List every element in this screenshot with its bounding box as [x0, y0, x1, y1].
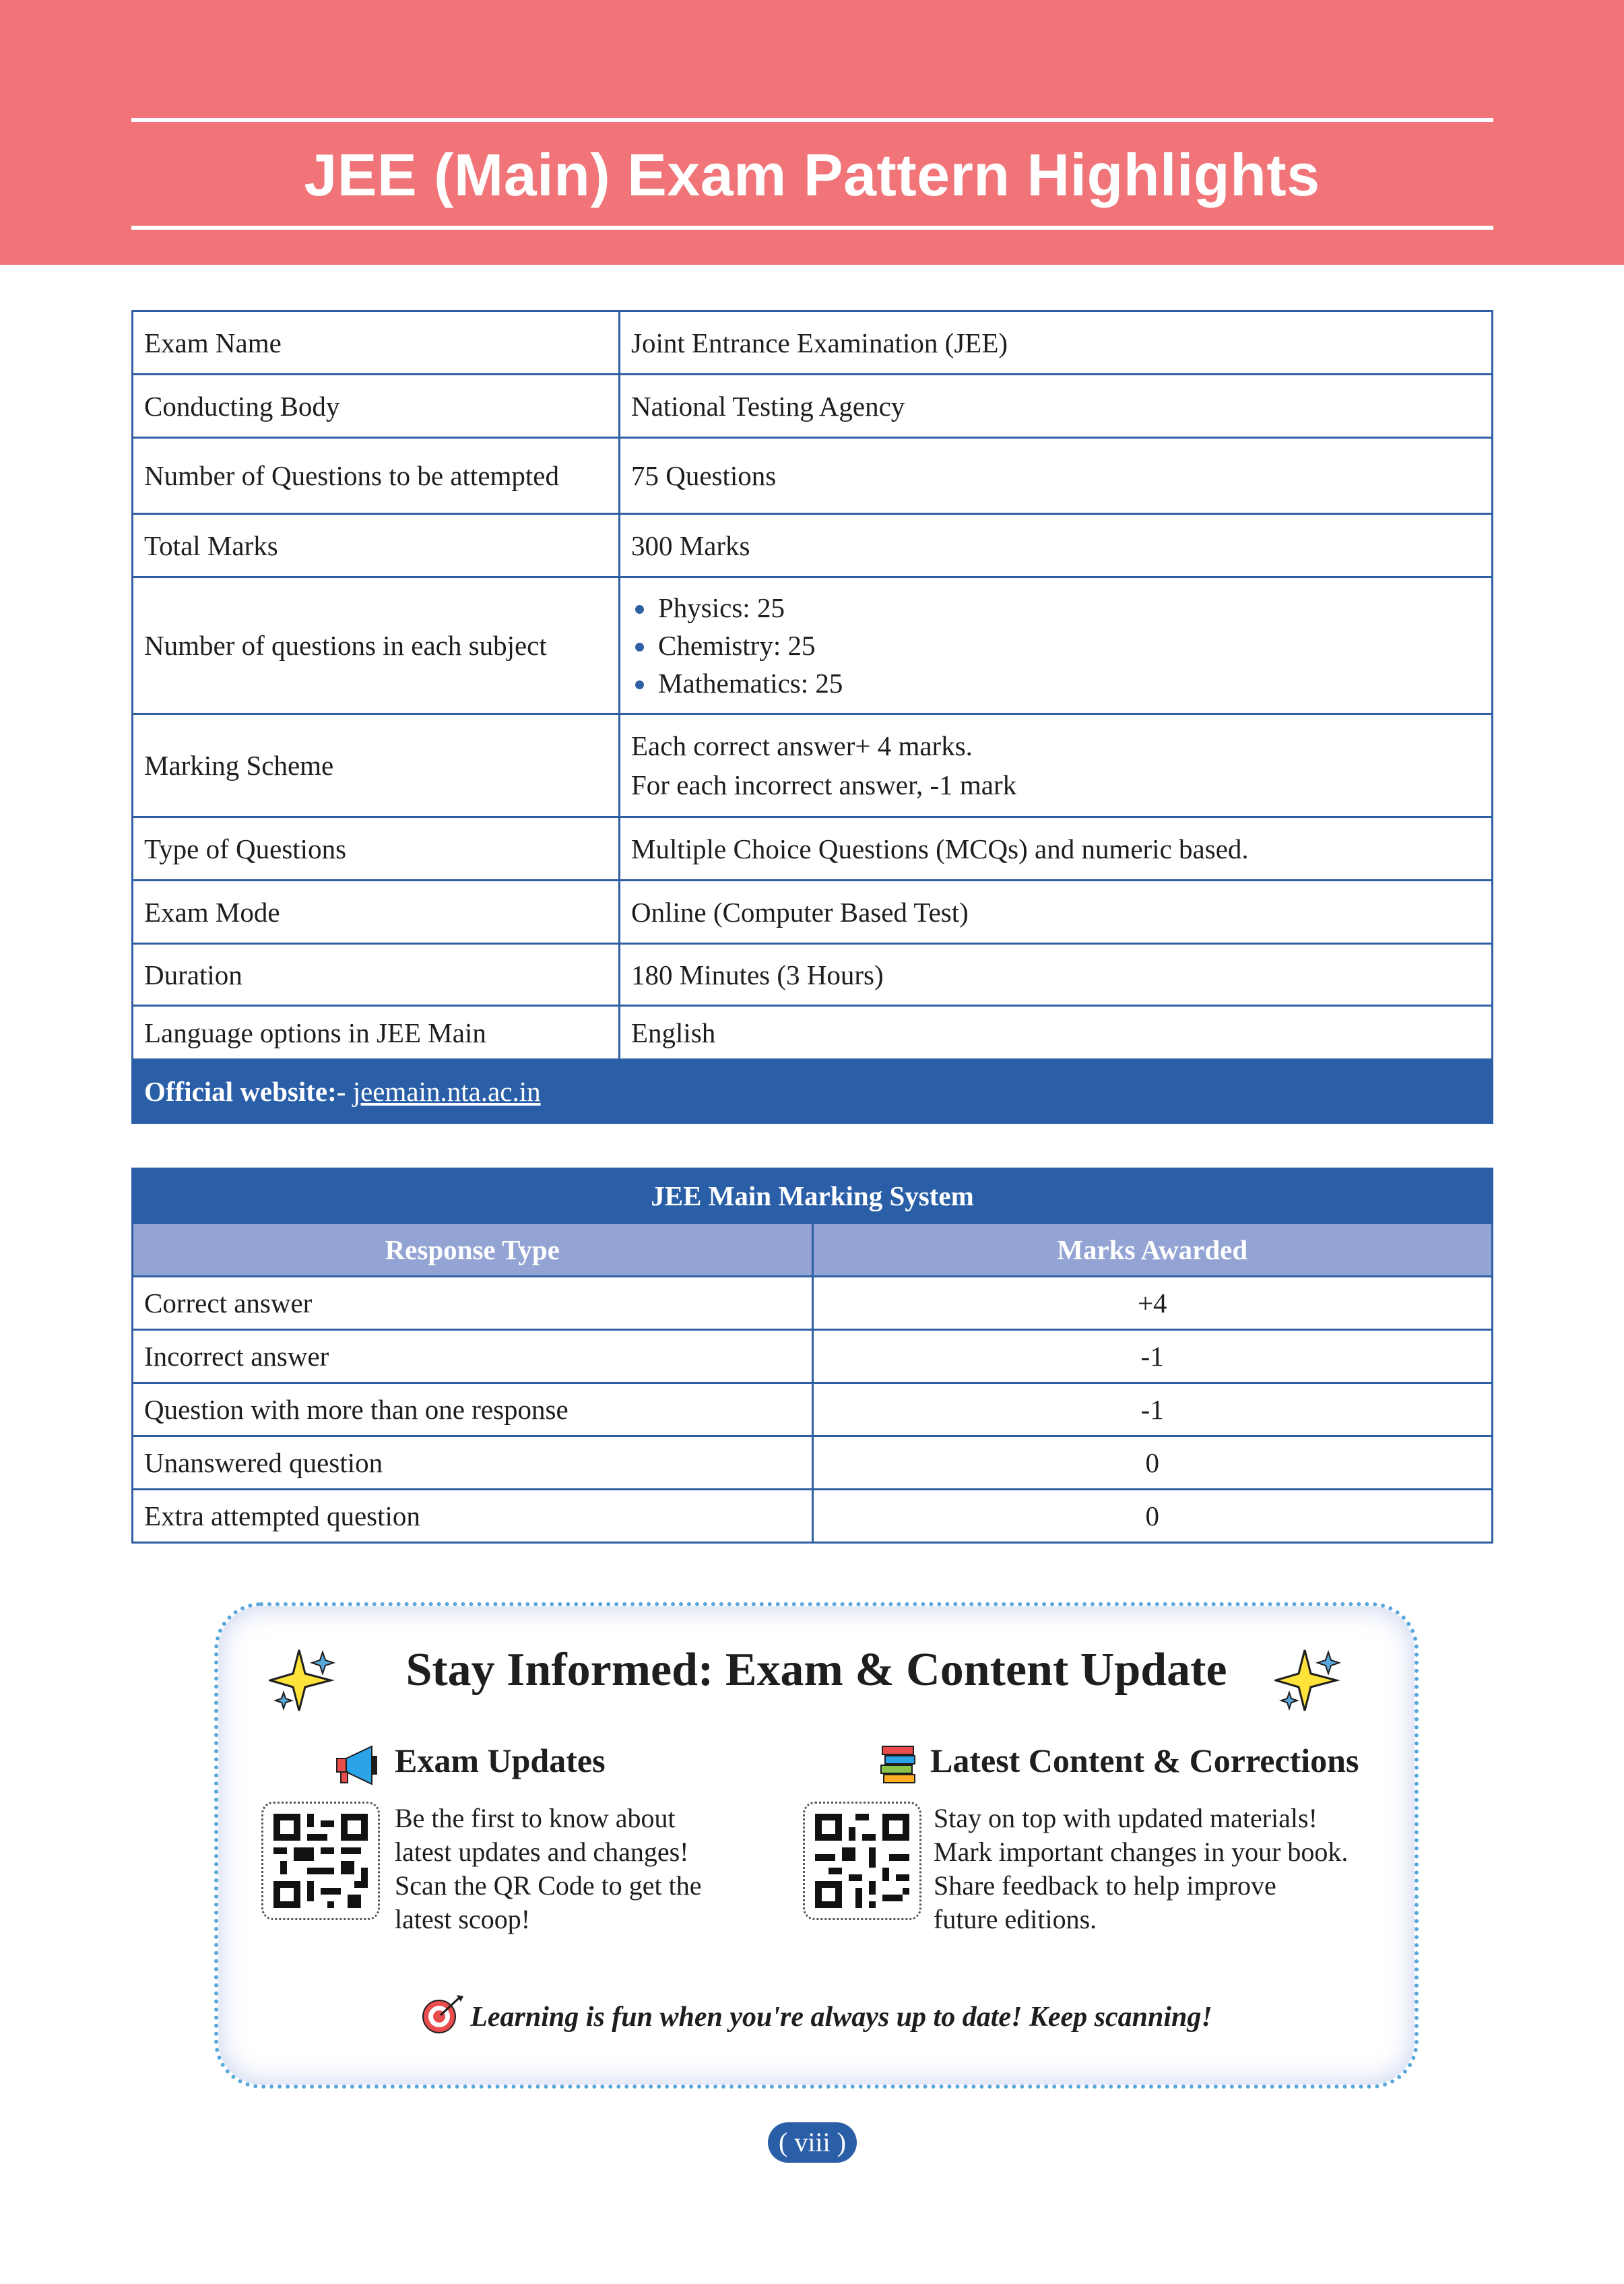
description-line: Share feedback to help improve	[934, 1870, 1276, 1901]
list-item: Physics: 25	[631, 589, 1481, 627]
row-value: Multiple Choice Questions (MCQs) and numeric based.	[620, 817, 1493, 881]
row-label: Exam Name	[133, 311, 620, 375]
qr-code-icon	[273, 1814, 368, 1908]
marking-line: Each correct answer+ 4 marks.	[631, 730, 973, 761]
row-value: 180 Minutes (3 Hours)	[620, 944, 1493, 1006]
books-icon	[880, 1742, 917, 1787]
page-header	[0, 0, 1624, 265]
updates-info-box	[214, 1602, 1419, 2089]
row-value: English	[620, 1006, 1493, 1060]
table-row	[133, 1436, 1493, 1490]
description-line: future editions.	[934, 1904, 1097, 1934]
row-value: Joint Entrance Examination (JEE)	[620, 311, 1493, 375]
exam-updates-description	[395, 1802, 701, 1936]
row-label: Type of Questions	[133, 817, 620, 881]
row-value: 75 Questions	[620, 438, 1493, 514]
marking-line: For each incorrect answer, -1 mark	[631, 769, 1017, 800]
latest-content-qr-code[interactable]	[803, 1802, 921, 1920]
response-type-cell: Unanswered question	[133, 1436, 813, 1490]
row-label: Marking Scheme	[133, 714, 620, 817]
marking-system-table	[131, 1168, 1493, 1544]
row-value: National Testing Agency	[620, 375, 1493, 438]
description-line: latest scoop!	[395, 1904, 531, 1934]
description-line: Scan the QR Code to get the	[395, 1870, 702, 1901]
official-website-cell	[133, 1060, 1493, 1123]
table-row	[133, 714, 1493, 817]
megaphone-icon	[334, 1742, 381, 1787]
exam-updates-qr-code[interactable]	[261, 1802, 380, 1920]
table-row	[133, 817, 1493, 881]
description-line: Stay on top with updated materials!	[934, 1803, 1318, 1833]
tagline-text: Learning is fun when you're always up to date! Keep scanning!	[470, 2002, 1212, 2033]
description-line: Be the first to know about	[395, 1803, 676, 1833]
official-website-link[interactable]: jeemain.nta.ac.in	[352, 1075, 541, 1107]
header-bottom-rule	[131, 226, 1493, 230]
table-row	[133, 1330, 1493, 1383]
marks-cell: -1	[812, 1330, 1493, 1383]
page-title: JEE (Main) Exam Pattern Highlights	[304, 141, 1320, 208]
official-website-row	[133, 1060, 1493, 1123]
row-value	[620, 714, 1493, 817]
marks-cell: 0	[812, 1436, 1493, 1490]
header-top-rule	[131, 118, 1493, 122]
marks-cell: 0	[812, 1490, 1493, 1543]
table-row	[133, 1383, 1493, 1436]
row-label: Number of questions in each subject	[133, 577, 620, 714]
description-line: Mark important changes in your book.	[934, 1837, 1349, 1867]
response-type-cell: Question with more than one response	[133, 1383, 813, 1436]
row-value: 300 Marks	[620, 514, 1493, 577]
row-label: Duration	[133, 944, 620, 1006]
table-row	[133, 1277, 1493, 1330]
table-row	[133, 514, 1493, 577]
updates-box-title: Stay Informed: Exam & Content Update	[405, 1644, 1227, 1696]
response-type-cell: Extra attempted question	[133, 1490, 813, 1543]
qr-code-icon	[815, 1814, 909, 1908]
subject-list	[631, 589, 1481, 702]
marks-cell: -1	[812, 1383, 1493, 1436]
table-row	[133, 944, 1493, 1006]
table-row	[133, 1490, 1493, 1543]
table-row	[133, 881, 1493, 944]
marks-cell: +4	[812, 1277, 1493, 1330]
row-value: Online (Computer Based Test)	[620, 881, 1493, 944]
row-label: Conducting Body	[133, 375, 620, 438]
row-label: Total Marks	[133, 514, 620, 577]
response-type-cell: Incorrect answer	[133, 1330, 813, 1383]
list-item: Chemistry: 25	[631, 627, 1481, 664]
marking-table-title: JEE Main Marking System	[133, 1169, 1493, 1224]
table-row	[133, 438, 1493, 514]
response-type-cell: Correct answer	[133, 1277, 813, 1330]
description-line: latest updates and changes!	[395, 1837, 689, 1867]
tagline	[218, 1994, 1415, 2034]
page-number: ( viii )	[768, 2122, 857, 2163]
sparkle-icon	[1274, 1647, 1342, 1714]
marking-table-header-row	[133, 1224, 1493, 1277]
row-label: Number of Questions to be attempted	[133, 438, 620, 514]
official-website-label: Official website:-	[144, 1075, 346, 1107]
row-value	[620, 577, 1493, 714]
exam-highlights-table	[131, 310, 1493, 1124]
marking-table-caption-row	[133, 1169, 1493, 1224]
table-row	[133, 375, 1493, 438]
column-header-response-type: Response Type	[133, 1224, 813, 1277]
exam-updates-title: Exam Updates	[395, 1742, 606, 1779]
latest-content-description	[934, 1802, 1348, 1936]
table-row	[133, 1006, 1493, 1060]
table-row	[133, 311, 1493, 375]
row-label: Language options in JEE Main	[133, 1006, 620, 1060]
latest-content-title: Latest Content & Corrections	[930, 1742, 1359, 1779]
list-item: Mathematics: 25	[631, 664, 1481, 702]
row-label: Exam Mode	[133, 881, 620, 944]
target-dart-icon	[420, 1994, 465, 2034]
column-header-marks-awarded: Marks Awarded	[812, 1224, 1493, 1277]
table-row	[133, 577, 1493, 714]
